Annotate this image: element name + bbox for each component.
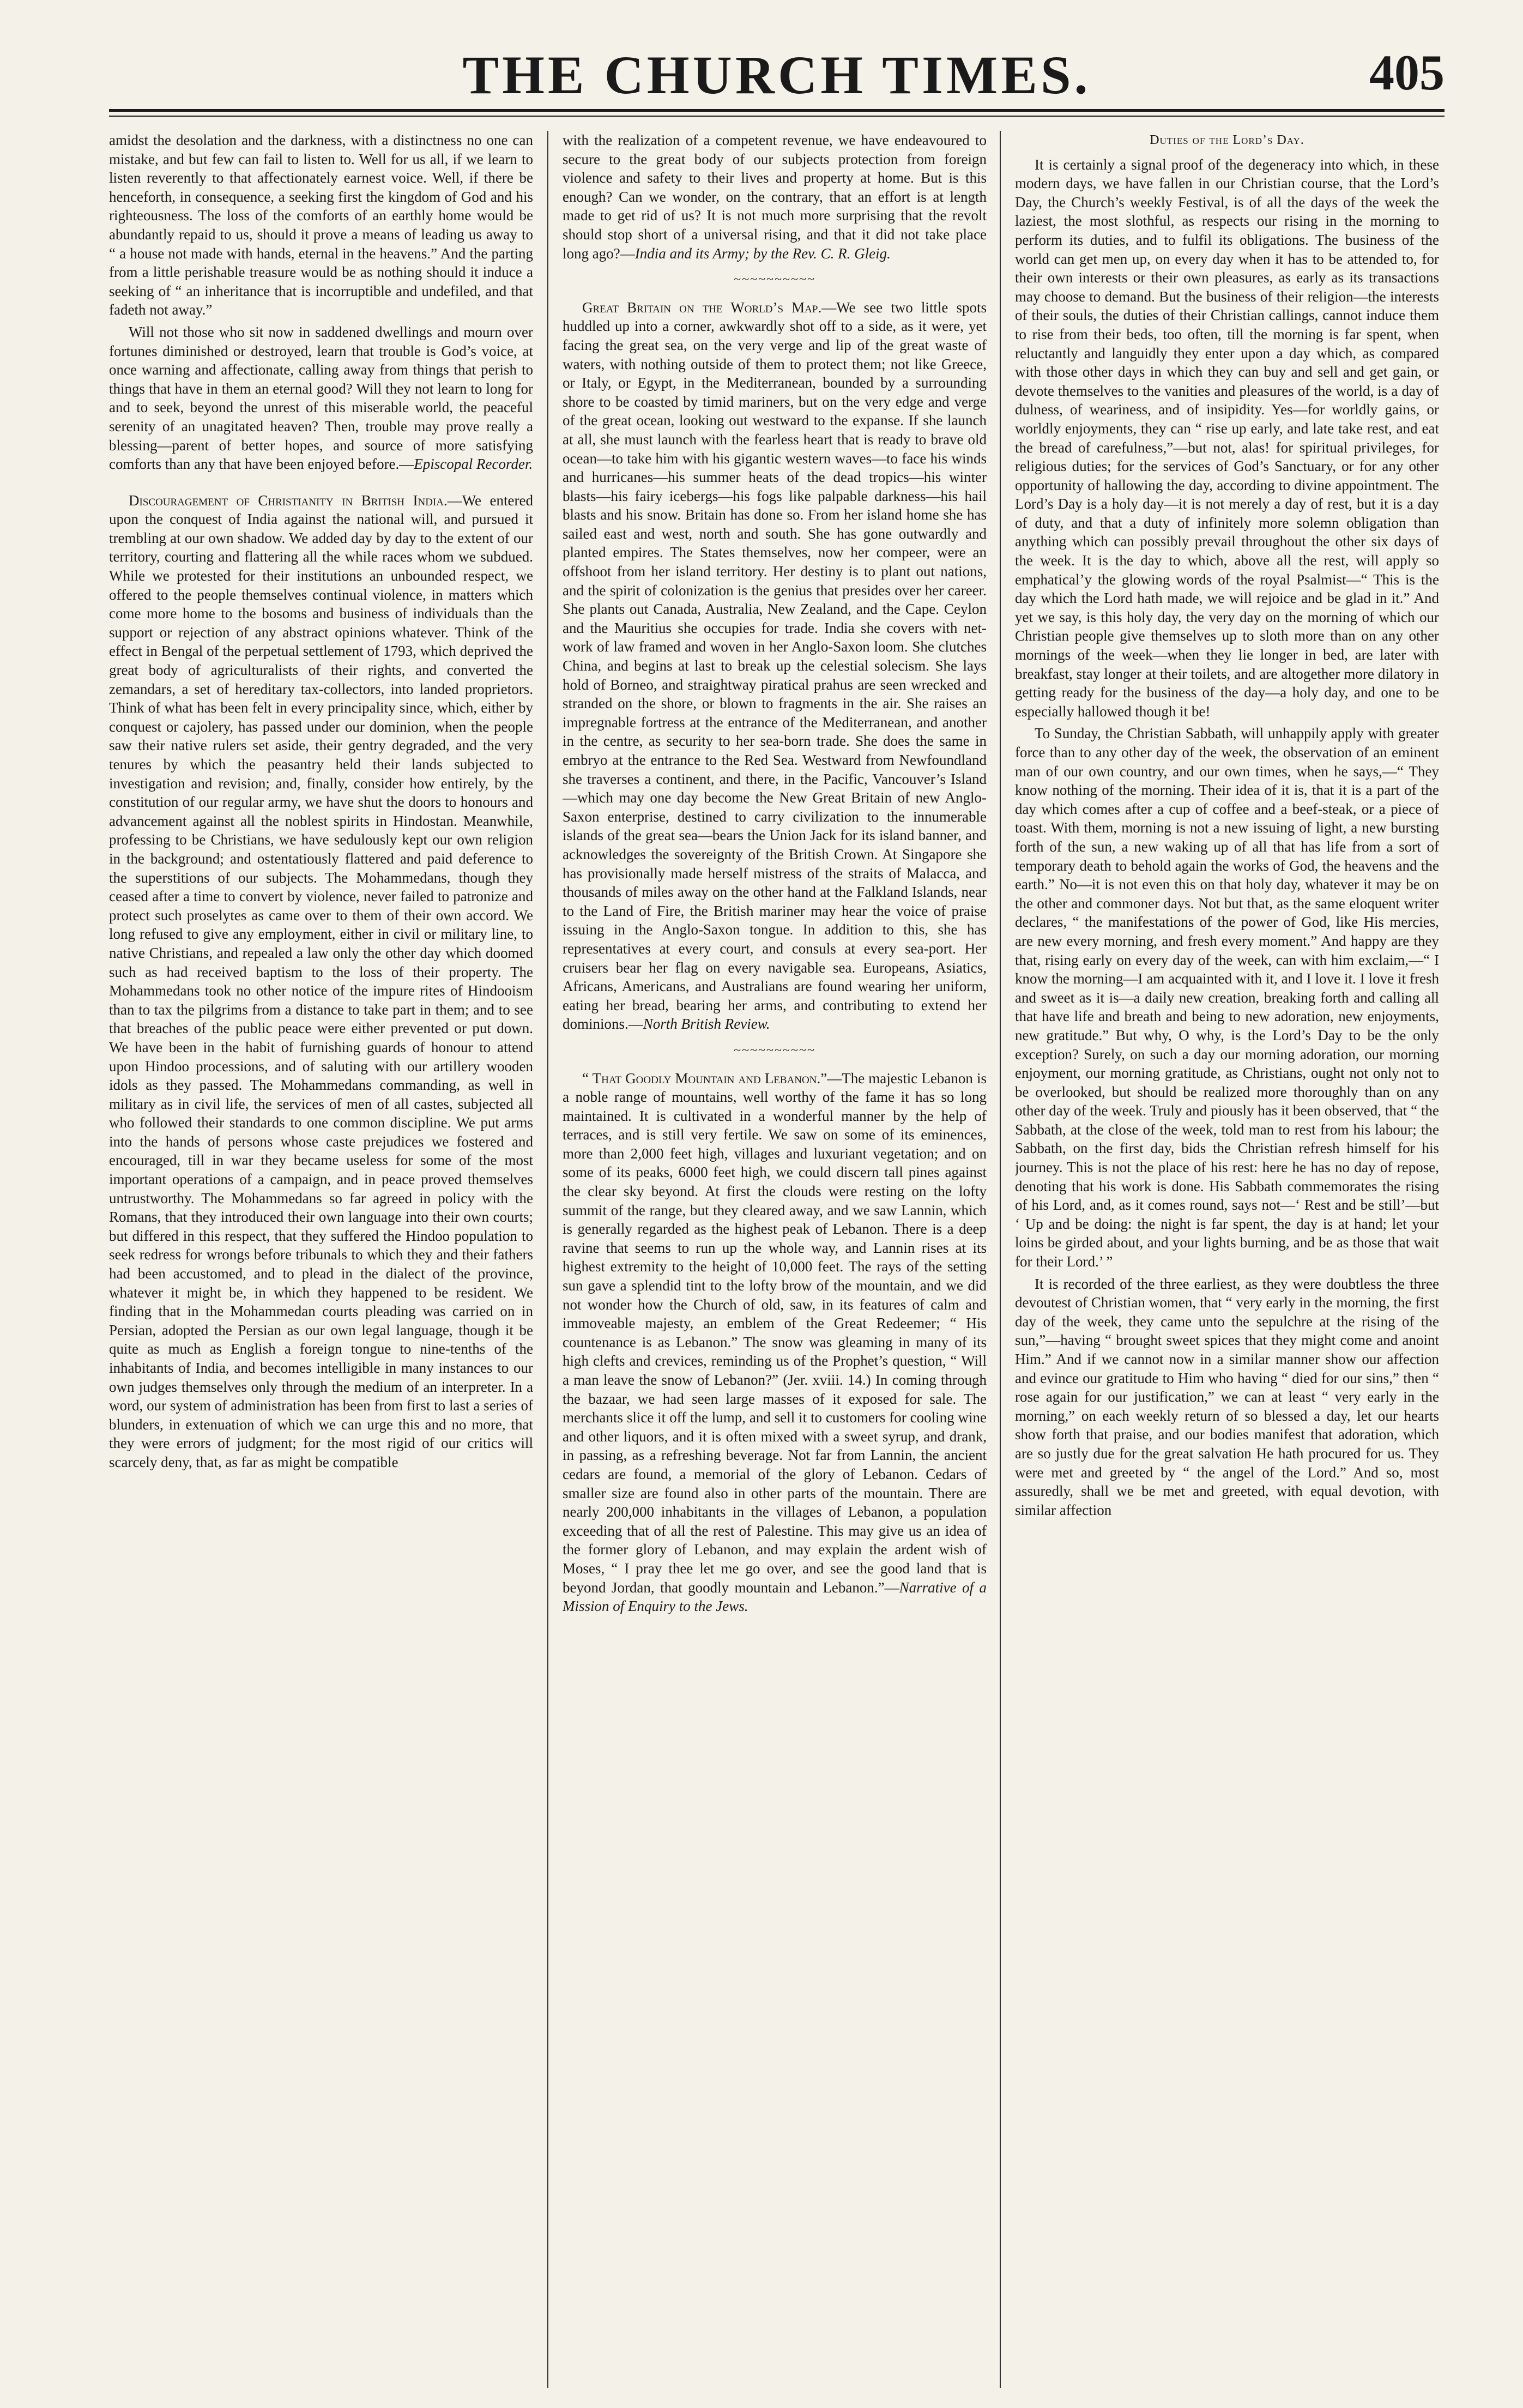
column-1 — [109, 131, 533, 2388]
masthead-rule-thin — [109, 116, 1445, 117]
paragraph-text: It is recorded of the three earliest, as they were doubtless the three devoutest of Christian women, that “ very early in the morning, the first day of the week, they came unto the sepulchre at the rising of the sun,”—having “ brought sweet spices that they might come and anoint Him.” And if we cannot now in a similar manner show our affection and evince our gratitude to Him who having “ died for our sins,” then “ rose again for our justification,” we can at least “ very early in the morning,” on each weekly return of so blessed a day, let our hearts show forth that praise, and our bodies manifest that adoration, which are so justly due for the great salvation He hath procured for us. They were met and greeted by “ the angel of the Lord.” And so, most assuredly, shall we be met and greeted, with equal devotion, with similar affection — [1015, 1275, 1439, 1518]
paragraph — [563, 131, 987, 263]
section-separator: ~~~~~~~~~~ — [734, 273, 815, 287]
page-number: 405 — [1369, 45, 1445, 100]
article-source: Narrative of a Mission of Enquiry to the Jews. — [563, 1579, 987, 1615]
paragraph — [109, 131, 533, 319]
article-paragraph — [563, 298, 987, 1034]
article-paragraph — [109, 491, 533, 1472]
spacer — [109, 477, 533, 491]
column-2 — [563, 131, 987, 2388]
paragraph — [1015, 1275, 1439, 1520]
column-divider — [1000, 131, 1001, 2388]
paragraph-text: Will not those who sit now in saddened dwellings and mourn over fortunes diminished or destroyed, learn that trouble is God’s voice, at once warning and affectionate, calling away from things that perish to things that have in them an eternal good? Will they not learn to long for and to seek, beyond the unrest of this miserable world, the peaceful serenity of an unagitated heaven? Then, trouble may prove really a blessing—parent of better hopes, and source of more satisfying comforts than any that have been enjoyed before.— — [109, 323, 533, 473]
column-3 — [1015, 131, 1439, 2388]
paragraph — [109, 323, 533, 474]
article-source: North British Review. — [643, 1016, 770, 1033]
paragraph-text: —The majestic Lebanon is a noble range of mountains, well worthy of the fame it has so long maintained. It is cultivated in a wonderful manner by the help of terraces, and is still very fertile. We saw on some of its eminences, more than 2,000 feet high, villages and luxuriant vegetation; and on some of its peaks, 6000 feet high, we could discern tall pines against the clear sky beyond. At first the clouds were resting on the lofty summit of the range, but they cleared away, and we saw Lannin, which is generally regarded as the highest peak of Lebanon. There is a deep ravine that seems to run up the whole way, and Lannin rises at its highest extremity to the height of 10,000 feet. The rays of the setting sun gave a splendid tint to the lofty brow of the mountain, and we did not wonder how the Church of old, saw, in its features of calm and immoveable majesty, an emblem of the Great Redeemer; “ His countenance is as Lebanon.” The snow was gleaming in many of its high clefts and crevices, reminding us of the Prophet’s question, “ Will a man leave the snow of Lebanon?” (Jer. xviii. 14.) In coming through the bazaar, we had seen large masses of it exposed for sale. The merchants slice it off the lump, and sell it to customers for cooling wine and other liquors, and it is often mixed with a sweet syrup, and drank, in passing, as a refreshing beverage. Not far from Lannin, the ancient cedars are found, a memorial of the glory of Lebanon. Cedars of smaller size are found also in other parts of the mountain. There are nearly 200,000 inhabitants in the villages of Lebanon, a population exceeding that of all the rest of Palestine. This may give us an idea of the former glory of Lebanon, and may explain the ardent wish of Moses, “ I pray thee let me go over, and see the good land that is beyond Jordan, that goodly mountain and Lebanon.”— — [563, 1070, 987, 1596]
article-heading: Duties of the Lord’s Day. — [1150, 133, 1304, 147]
paragraph-text: To Sunday, the Christian Sabbath, will unhappily apply with greater force than to any other day of the week, the observation of an eminent man of our own country, and our own times, when he says,—“ They know nothing of the morning. Their idea of it is, that it is a part of the day which comes after a cup of coffee and a beef-steak, or a piece of toast. With them, morning is not a new issuing of light, a new bursting forth of the sun, a new waking up of all that has life from a sort of temporary death to behold again the works of God, the heavens and the earth.” No—it is not even this on that holy day, whatever it may be on the other and commoner days. Not but that, as the same eloquent writer declares, “ the manifestations of the power of God, like His mercies, are new every morning, and fresh every moment.” And happy are they that, rising early on every day of the week, can with him exclaim,—“ I know the morning—I am acquainted with it, and I love it. I love it fresh and sweet as it is—a daily new creation, breaking forth and calling all that have life and breath and being to new adoration, new enjoyments, new gratitude.” But why, O why, is the Lord’s Day to be the only exception? Surely, on such a day our morning adoration, our morning enjoyment, our morning gratitude, as Christians, ought not only not to be overlooked, but should be realized more thoroughly than on any other day of the week. Truly and piously has it been observed, that “ the Sabbath, at the close of the week, told man to rest from his labour; the Sabbath, on the first day, bids the Christian refresh himself for his journey. This is not the place of his rest: here he has no day of repose, denoting that his work is done. His Sabbath commemorates the rising of his Lord, and, as it comes round, says not—‘ Rest and be still’—but ‘ Up and be doing: the night is far spent, the day is at hand; let your loins be girded about, and your lights burning, and be as those that wait for their Lord.’ ” — [1015, 725, 1439, 1270]
paragraph — [1015, 155, 1439, 721]
article-source: India and its Army; by the Rev. C. R. Gleig. — [634, 245, 891, 262]
column-divider — [547, 131, 548, 2388]
article-source: Episcopal Recorder. — [414, 456, 533, 473]
article-heading: Discouragement of Christianity in British India. — [129, 492, 448, 509]
section-separator: ~~~~~~~~~~ — [734, 1043, 815, 1058]
article-heading: Great Britain on the World’s Map. — [582, 299, 822, 316]
paragraph-text: —We see two little spots huddled up into a corner, awkwardly shot off to a side, as it were, yet facing the great sea, on the very verge and lip of the great waste of waters, with nothing outside of them to protect them; not like Greece, or Italy, or Egypt, in the Mediterranean, bounded by a surrounding shore to be coasted by timid mariners, but on the very edge and verge of the great ocean, looking out westward to the expanse. If she launch at all, she must launch with the fearless heart that is ready to brave old ocean—to take him with his gigantic western waves—to face his winds and hurricanes—his summer heats of the dead tropics—his winter blasts—his fairy icebergs—his fogs like palpable darkness—his hail blasts and his snow. Britain has done so. From her island home she has sailed east and west, north and south. She has gone outwardly and planted empires. The States themselves, now her compeer, were an offshoot from her island territory. Her destiny is to plant out nations, and the spirit of colonization is the genius that presides over her career. She plants out Canada, Australia, New Zealand, and the Cape. Ceylon and the Mauritius she occupies for trade. India she covers with net-work of law framed and woven in her Anglo-Saxon loom. She clutches China, and begins at last to break up the celestial solecism. She lays hold of Borneo, and straightway piratical prahus are seen wrecked and stranded on the shore, or blown to fragments in the air. She raises an impregnable fortress at the entrance of the Mediterranean, and another in the centre, as security to her sea-born trade. She does the same in embryo at the entrance to the Red Sea. Westward from Newfoundland she traverses a continent, and there, in the Pacific, Vancouver’s Island—which may one day become the New Great Britain of new Anglo-Saxon enterprise, destined to carry civilization to the innumerable islands of the great sea—bears the Union Jack for its island banner, and acknowledges the sovereignty of the British Crown. At Singapore she has provisionally made herself mistress of the straits of Malacca, and thousands of miles away on the other hand at the Falkland Islands, near to the Land of Fire, the British mariner may hear the voice of praise issuing in the Anglo-Saxon tongue. In addition to this, she has representatives at every court, and consuls at every sea-port. Her cruisers bear her flag on every navigable sea. Europeans, Asiatics, Africans, Americans, and Australians are found wearing her uniform, eating her bread, bearing her arms, and contributing to extend her dominions.— — [563, 299, 987, 1033]
paragraph — [1015, 724, 1439, 1271]
paragraph-text: —We entered upon the conquest of India against the national will, and pursued it trembling at our own shadow. We added day by day to the extent of our territory, courting and flattering all the while races whom we subdued. While we protested for their institutions an unbounded respect, we offered to the people themselves continual violence, in matters which come more home to the bosoms and business of individuals than the support or rejection of any abstract opinions whatever. Think of the effect in Bengal of the perpetual settlement of 1793, which deprived the great body of agriculturalists of their rights, and converted the zemandars, a set of hereditary tax-collectors, into landed proprietors. Think of what has been felt in every principality since, which, either by conquest or cajolery, has passed under our dominion, when the people saw their native rulers set aside, their gentry degraded, and the very tenures by which the peasantry held their lands subjected to investigation and revision; and, finally, consider how entirely, by the constitution of our regular army, we have shut the doors to honours and advancement against all the noblest spirits in Hindostan. Meanwhile, professing to be Christians, we have sedulously kept our own religion in the background; and ostentatiously flattered and paid deference to the superstitions of our subjects. The Mohammedans, though they ceased after a time to convert by violence, never failed to patronize and protect such proselytes as came over to them of their own accord. We long refused to give any employment, either in civil or military line, to native Christians, and repealed a law only the other day which doomed such as had received baptism to the loss of their property. The Mohammedans took no other notice of the impure rites of Hindooism than to tax the pilgrims from a distance to take part in them; and to see that breaches of the public peace were either prevented or put down. We have been in the habit of furnishing guards of honour to attend upon Hindoo processions, and of saluting with our artillery wooden idols as they passed. The Mohammedans commanding, as well in military as in civil life, the services of men of all castes, subjected all who followed their standards to one common discipline. We put arms into the hands of persons whose caste prejudices we fostered and encouraged, till in war they became useless for some of the most important operations of a campaign, and in peace proved themselves untrustworthy. The Mohammedans so far agreed in policy with the Romans, that they introduced their own language into their own courts; but differed in this respect, that they suffered the Hindoo population to seek redress for wrongs before tribunals to which they and their fathers had been accustomed, and to plead in the dialect of the province, whatever it might be, in which they happened to be resident. We finding that in the Mohammedan courts pleading was carried on in Persian, adopted the Persian as our own legal language, though it be quite as much as English a foreign tongue to nine-tenths of the inhabitants of India, and becomes intelligible in many instances to our own judges themselves only through the medium of an interpreter. In a word, our system of administration has been from first to last a series of blunders, in extenuation of which we can urge this and no more, that they were errors of judgment; for the most rigid of our critics will scarcely deny, that, as far as might be compatible — [109, 492, 533, 1470]
masthead-rule-thick — [109, 109, 1445, 112]
article-heading: “ That Goodly Mountain and Lebanon.” — [582, 1070, 827, 1087]
article-paragraph — [563, 1069, 987, 1616]
newspaper-title: THE CHURCH TIMES. — [462, 45, 1091, 105]
paragraph-text: It is certainly a signal proof of the degeneracy into which, in these modern days, we have fallen in our Christian course, that the Lord’s Day, the Church’s weekly Festival, is of all the days of the week the laziest, the most slothful, as respects our rising in the morning to perform its duties, and to fulfil its obligations. The business of the world can get men up, on every day when it has to be attended to, for their own interests or their own pleasures, as early as its transactions may choose to demand. But the business of their religion—the interests of their souls, the duties of their Christian callings, cannot induce them to rise from their beds, too often, till the morning is far spent, when reluctantly and languidly they enter upon a day which, as compared with those other days in which they can buy and sell and get gain, or devote themselves to the vanities and pleasures of the world, is a day of dulness, of weariness, and of insipidity. Yes—for worldly gains, or worldly enjoyments, they can “ rise up early, and late take rest, and eat the bread of carefulness,”—but not, alas! for spiritual privileges, for religious duties; for the services of God’s Sanctuary, or for any other opportunity of hallowing the day, according to divine appointment. The Lord’s Day is a holy day—it is not merely a day of rest, but it is a day of duty, and that a duty of infinitely more solemn obligation than anything which can possibly prevail throughout the other six days of the week. It is the day to which, above all the rest, will apply so emphatical’y the glowing words of the royal Psalmist—“ This is the day which the Lord hath made, we will rejoice and be glad in it.” And yet we say, is this holy day, the very day on the morning of which our Christian people give themselves up to sloth more than on any other mornings of the week—when they lie longer in bed, are later with breakfast, stay longer at their toilets, and are altogether more dilatory in getting ready for the business of the day—a holy day, and one to be especially hallowed though it be! — [1015, 156, 1439, 720]
masthead — [109, 33, 1445, 114]
paragraph-text: with the realization of a competent revenue, we have endeavoured to secure to the great body of our subjects protection from foreign violence and safety to their lives and property at home. But is this enough? Can we wonder, on the contrary, that an effort is at length made to get rid of us? It is not much more surprising that the revolt should stop short of a universal rising, and that it did not take place long ago?— — [563, 132, 987, 262]
paragraph-text: amidst the desolation and the darkness, with a distinctness no one can mistake, and but few can fail to listen to. Well for us all, if we learn to listen reverently to that affectionately earnest voice. Well, if there be henceforth, in consequence, a seeking first the kingdom of God and his righteousness. The loss of the comforts of an earthly home would be abundantly repaid to us, should it prove a means of leading us away to “ a house not made with hands, eternal in the heavens.” And the parting from a little perishable treasure would be as nothing should it induce a seeking of “ an inheritance that is incorruptible and undefiled, and that fadeth not away.” — [109, 132, 533, 318]
